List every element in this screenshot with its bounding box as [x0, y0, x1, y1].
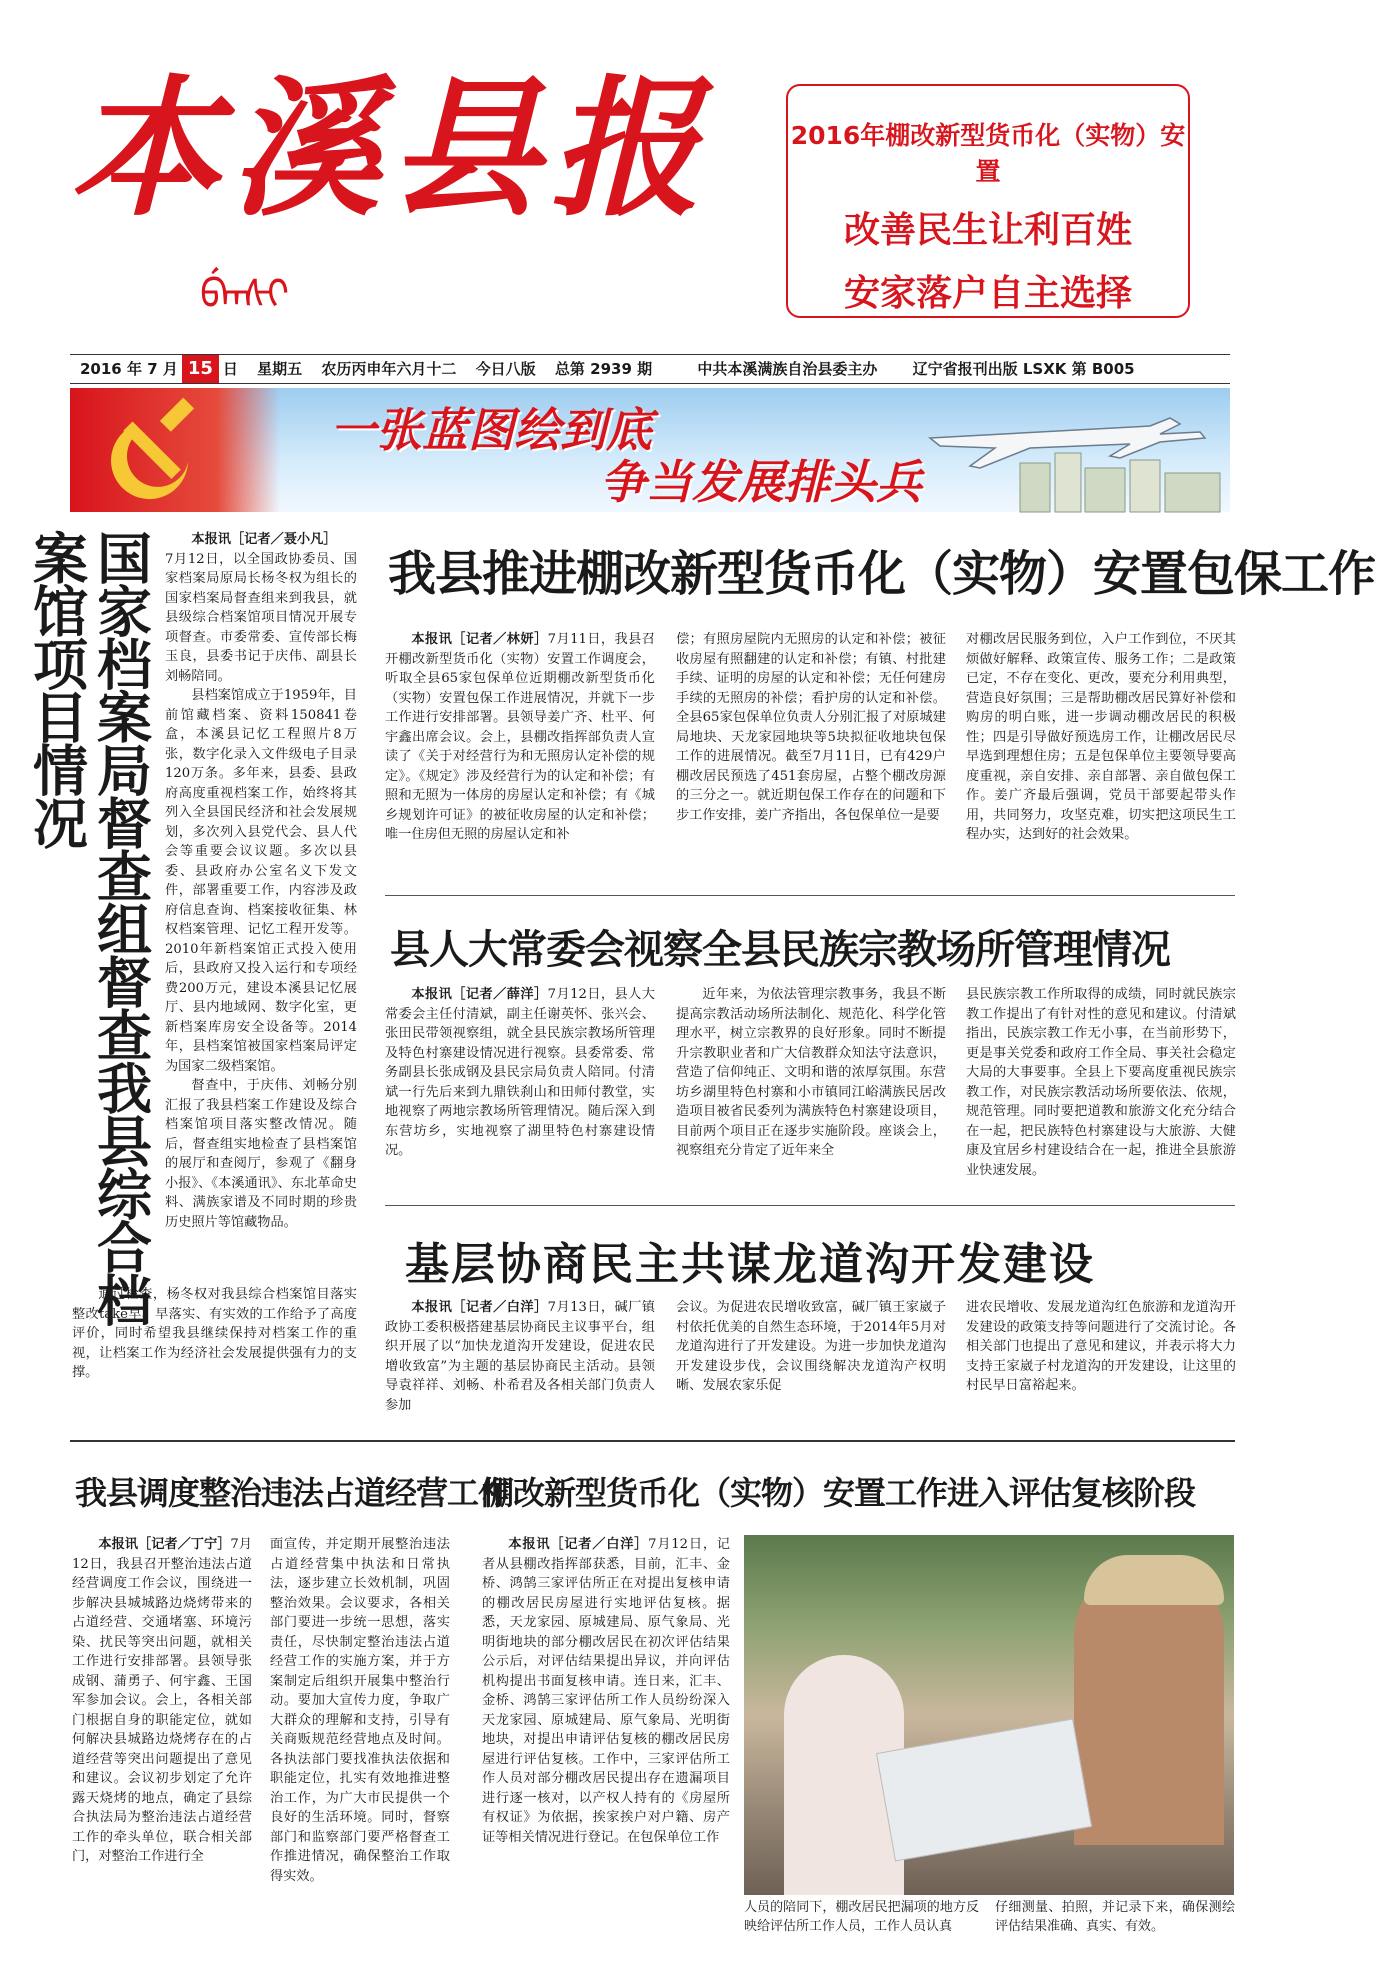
news-photo: [744, 1535, 1234, 1895]
license-number: 辽宁省报刊出版 LSXK 第 B005: [912, 360, 1135, 378]
archives-byline: 本报讯［记者／聂小凡］: [191, 532, 337, 547]
roadside-col-2: [270, 1535, 450, 1955]
religion-text-2: 近年来，为依法管理宗教事务，我县不断提高宗教活动场所法制化、规范化、科学化管理水平，树立宗教界的良好形象。同时不断提升宗教职业者和广大信教群众知法守法意识，营造了信仰纯正、文明和谐的浓厚氛围。东营坊乡湖里特色村寨和小市镇同江峪满族民居改造项目被省民委列为满族特色村寨建设项目，目前两个项目正在逐步实施阶段。座谈会上，视察组充分肯定了近年来全: [676, 987, 946, 1158]
evaluation-col-1: [482, 1535, 730, 1955]
religion-col-3: [966, 985, 1236, 1185]
consult-col-3: [966, 1298, 1236, 1428]
archives-body-bottom: [72, 1285, 357, 1425]
consult-headline: 基层协商民主共谋龙道沟开发建设: [405, 1239, 1095, 1290]
archives-paragraph: 7月12日，以全国政协委员、国家档案局原局长杨冬权为组长的国家档案局督查组来到我县，就县级综合档案馆项目情况开展专项督查。市委常委、宣传部长梅玉良，县委书记于庆伟、副县长刘畅陪同。: [165, 551, 357, 684]
airplane-cityscape-illustration: [870, 388, 1230, 512]
issue-number: 总第 2939 期: [554, 360, 653, 378]
newspaper-title: 本溪县报: [70, 63, 711, 237]
promo-box: [786, 84, 1190, 318]
weekday: 星期五: [257, 360, 303, 378]
manchu-script-title: ᠪᡝᠨᠰᡳ: [200, 272, 290, 318]
shantytown-headline: 我县推进棚改新型货币化（实物）安置包保工作: [388, 546, 1375, 602]
promo-line-2: 改善民生让利百姓: [843, 210, 1132, 251]
archives-body-top: [165, 530, 357, 1230]
consult-col-2: [676, 1298, 946, 1428]
religion-col-1: [385, 985, 655, 1185]
date-day: 15: [182, 355, 219, 383]
banner: [70, 388, 1230, 512]
roadside-headline: 我县调度整治违法占道经营工作: [75, 1474, 510, 1512]
divider: [385, 1205, 1235, 1206]
shantytown-col-2: [676, 630, 946, 880]
consult-text-1: 7月13日，碱厂镇政协工委积极搭建基层协商民主议事平台，组织开展了以“加快龙道沟开发建设，促进农民增收致富”为主题的基层协商民主活动。县领导袁祥祥、刘畅、朴希君及各相关部门负责人参加: [385, 1300, 655, 1413]
evaluation-byline: 本报讯［记者／白洋］: [508, 1537, 649, 1552]
shantytown-col-3: [966, 630, 1236, 880]
date-year-month: 2016 年 7 月: [80, 360, 178, 378]
evaluation-text-1: 7月12日，记者从县棚改指挥部获悉，目前，汇丰、金桥、鸿鹄三家评估所正在对提出复核申请的棚改居民房屋进行实地评估复核。据悉，天龙家园、原城建局、原气象局、光明街地块的部分棚改居民在初次评估结果公示后，对评估结果提出异议，并向评估机构提出书面复核申请。连日来，汇丰、金桥、鸿鹄三家评估所工作人员纷纷深入天龙家园、原城建局、原气象局、光明街地块，对提出申请评估复核的棚改居民房屋进行评估复核。工作中，三家评估所工作人员对部分棚改居民提出存在遗漏项目进行逐一核对，以产权人持有的《房屋所有权证》为依据，挨家挨户对户籍、房产证等相关情况进行登记。在包保单位工作: [482, 1537, 730, 1845]
roadside-byline: 本报讯［记者／丁宁］: [98, 1537, 231, 1552]
section-divider: [70, 1440, 1235, 1442]
shantytown-col-1: [385, 630, 655, 880]
archives-headline: 国家档案局督查组督查我县综合档案馆项目情况: [24, 530, 152, 1325]
divider: [385, 895, 1235, 896]
caption-text-1: 人员的陪同下，棚改居民把漏项的地方反映给评估所工作人员，工作人员认真: [744, 1900, 979, 1934]
archives-paragraph: 县档案馆成立于1959年，目前馆藏档案、资料150841卷盒，本溪县记忆工程照片8万张，数字化录入文件级电子目录120万条。多年来，县委、县政府高度重视档案工作，始终将其列入全县国民经济和社会发展规划，多次列入县党代会、县人代会等重要会议议题。多次以县委、县政府办公室名义下发文件，部署重要工作，内容涉及政府信息查询、档案接收征集、林权档案管理、记忆工程开发等。2010年新档案馆正式投入使用后，县政府又投入运行和专项经费200万元，建设本溪县记忆展厅、县内地域网、数字化室，更新档案库房安全设备等。2014年，县档案馆被国家档案局评定为国家二级档案馆。: [165, 688, 357, 1074]
religion-text-3: 县民族宗教工作所取得的成绩，同时就民族宗教工作提出了有针对性的意见和建议。付清斌指出，民族宗教工作无小事，在当前形势下，更是事关党委和政府工作全局、事关社会稳定大局的大事要事。全县上下要高度重视民族宗教工作，对民族宗教活动场所要依法、依规，规范管理。同时要把道教和旅游文化充分结合在一起，把民族特色村寨建设与大旅游、大健康及宜居乡村建设结合在一起，推进全县旅游业快速发展。: [966, 987, 1236, 1178]
caption-text-2: 仔细测量、拍照，并记录下来，确保测绘评估结果准确、真实、有效。: [995, 1900, 1235, 1934]
shantytown-text-1: 7月11日，我县召开棚改新型货币化（实物）安置工作调度会，听取全县65家包保单位近期棚改新型货币化（实物）安置包保工作进展情况，并就下一步工作进行安排部署。县领导姜广齐、杜平、何宇鑫出席会议。会上，县棚改指挥部负责人宣读了《关于对经营行为和无照房认定补偿的规定》。《规定》涉及经营行为的认定和补偿；有照和无照为一体房的房屋认定和补偿；有《城乡规划许可证》的被征收房屋的认定和补偿；唯一住房但无照的房屋认定和补: [385, 632, 655, 842]
consult-byline: 本报讯［记者／白洋］: [411, 1300, 548, 1315]
archives-paragraph: 督查中，于庆伟、刘畅分别汇报了我县档案工作建设及综合档案馆项目落实整改情况。随后，督查组实地检查了县档案馆的展厅和查阅厅，参观了《翻身小报》、《本溪通讯》、东北革命史料、满族家谱及不同时期的珍贵历史照片等馆藏物品。: [165, 1078, 357, 1230]
shantytown-byline: 本报讯［记者／林妍］: [411, 632, 548, 647]
evaluation-headline: 棚改新型货币化（实物）安置工作进入评估复核阶段: [482, 1474, 1196, 1512]
religion-text-1: 7月12日，县人大常委会主任付清斌，副主任谢英怀、张兴会、张田民带领视察组，就全县民族宗教场所管理及特色村寨建设情况进行视察。县委常委、常务副县长张成钢及县民宗局负责人陪同。付清斌一行先后来到九鼎铁刹山和田师付教堂，实地视察了两地宗教场所管理情况。随后深入到东营坊乡，实地视察了湖里特色村寨建设情况。: [385, 987, 655, 1158]
lunar-date: 农历丙申年六月十二: [321, 360, 457, 378]
photo-hat: [1084, 1555, 1224, 1605]
dateline: [70, 354, 1230, 384]
religion-col-2: [676, 985, 946, 1185]
shantytown-text-2: 偿；有照房屋院内无照房的认定和补偿；被征收房屋有照翻建的认定和补偿；有镇、村批建手续、证明的房屋的认定和补偿；无任何建房手续的无照房的补偿；看护房的认定和补偿。全县65家包保单位负责人分别汇报了对原城建局地块、天龙家园地块等5块拟征收地块包保工作的进展情况。截至7月11日，已有429户棚改居民预选了451套房屋，占整个棚改房源的三分之一。就近期包保工作存在的问题和下步工作安排，姜广齐指出，各包保单位一是要: [676, 632, 946, 823]
promo-line-3: 安家落户自主选择: [843, 273, 1132, 314]
banner-slogan-2: 争当发展排头兵: [600, 455, 922, 509]
promo-line-1: 2016年棚改新型货币化（实物）安置: [790, 121, 1186, 186]
religion-headline: 县人大常委会视察全县民族宗教场所管理情况: [390, 927, 1170, 973]
date-day-suffix: 日: [222, 360, 238, 378]
roadside-text-2: 面宣传，并定期开展整治违法占道经营集中执法和日常执法，逐步建立长效机制，巩固整治效果。会议要求，各相关部门要进一步统一思想，落实责任，尽快制定整治违法占道经营工作的实施方案，并于方案制定后组织开展集中整治行动。要加大宣传力度，争取广大群众的理解和支持，引导有关商贩规范经营地点及时间。各执法部门要找准执法依据和职能定位，扎实有效地推进整治工作，为广大市民提供一个良好的生活环境。同时，督察部门和监察部门要严格督查工作推进情况，确保整治工作取得实效。: [270, 1537, 450, 1884]
photo-man: [1074, 1565, 1224, 1845]
archives-paragraph: 通过检查，杨冬权对我县综合档案馆目落实整改take早、早落实、有实效的工作给予了高度评价，同时希望我县继续保持对档案工作的重视，让档案工作为经济社会发展提供强有力的支撑。: [72, 1287, 357, 1380]
page-count: 今日八版: [475, 360, 536, 378]
banner-slogan-1: 一张蓝图绘到底: [330, 403, 652, 457]
roadside-text-1: 7月12日，我县召开整治违法占道经营调度工作会议，围绕进一步解决县城城路边烧烤带来的占道经营、交通堵塞、环境污染、扰民等突出问题，就相关工作进行安排部署。县领导张成钢、蒲勇子、何宇鑫、王国军参加会议。会上，各相关部门根据自身的职能定位，就如何解决县城路边烧烤存在的占道经营等突出问题提出了意见和建议。会议初步划定了允许露天烧烤的地点，确定了县综合执法局为整治违法占道经营工作的牵头单位，联合相关部门，对整治工作进行全: [72, 1537, 253, 1864]
shantytown-text-3: 对棚改居民服务到位，入户工作到位，不厌其烦做好解释、政策宣传、服务工作；二是政策已定，不存在变化、更改，要充分利用典型，营造良好氛围；三是帮助棚改居民算好补偿和购房的明白账，进一步调动棚改居民的积极性；四是引导做好预选房工作，让棚改居民尽早选到理想住房；五是包保单位主要领导要高度重视，亲自安排、亲自部署、亲自做包保工作。姜广齐最后强调，党员干部要起带头作用，共同努力，攻坚克难，切实把这项民生工程办实，达到好的社会效果。: [966, 632, 1236, 842]
party-emblem-area: [70, 388, 280, 512]
religion-byline: 本报讯［记者／薛洋］: [411, 987, 548, 1002]
photo-caption-1: [744, 1898, 979, 1958]
photo-document: [876, 1718, 1092, 1861]
consult-text-2: 会议。为促进农民增收致富，碱厂镇王家崴子村依托优美的自然生态环境，于2014年5月对龙道沟进行了开发建设。为进一步加快龙道沟开发建设步伐，会议围绕解决龙道沟产权明晰、发展农家乐促: [676, 1300, 946, 1393]
roadside-col-1: [72, 1535, 252, 1955]
photo-caption-2: [995, 1898, 1235, 1958]
consult-col-1: [385, 1298, 655, 1428]
sponsor: 中共本溪满族自治县委主办: [697, 360, 878, 378]
hammer-sickle-icon: [100, 396, 210, 506]
consult-text-3: 进农民增收、发展龙道沟红色旅游和龙道沟开发建设的政策支持等问题进行了交流讨论。各相关部门也提出了意见和建议，并表示将大力支持王家崴子村龙道沟的开发建设，让这里的村民早日富裕起来。: [966, 1300, 1236, 1393]
